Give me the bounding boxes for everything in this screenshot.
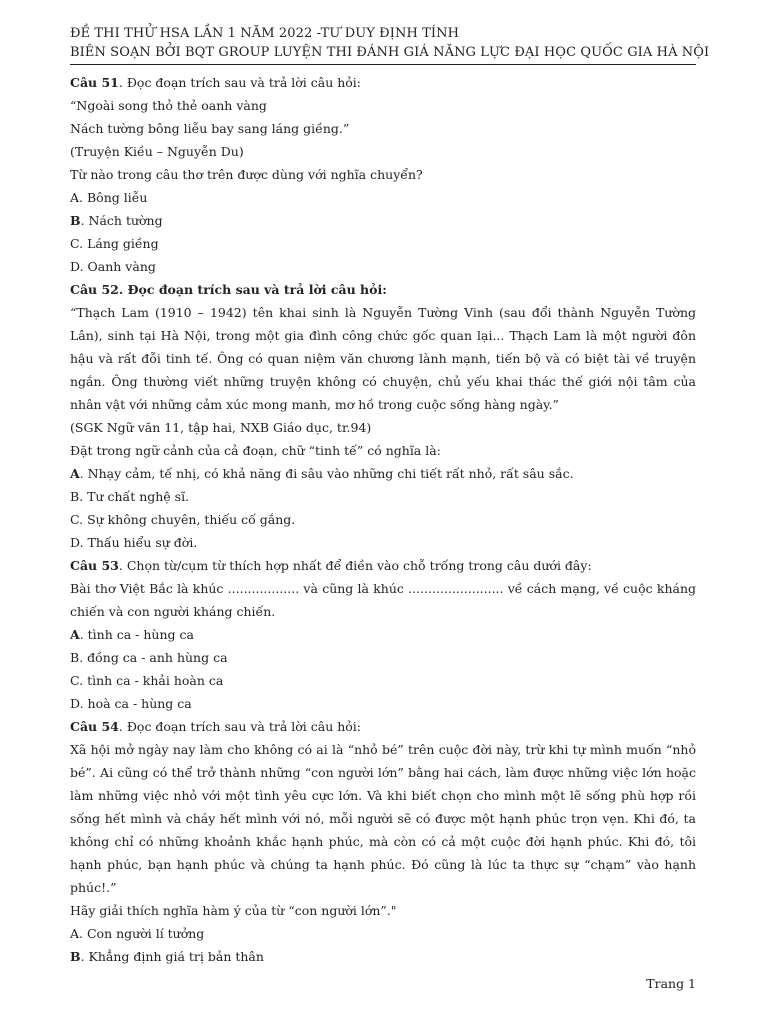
- question-label: Câu 52: [70, 282, 119, 297]
- option-c[interactable]: C. Láng giềng: [70, 236, 159, 251]
- question-prompt: Câu 52. Đọc đoạn trích sau và trả lời câu hỏi:: [70, 282, 387, 297]
- exam-header: [70, 24, 710, 65]
- option-d[interactable]: D. Oanh vàng: [70, 259, 156, 274]
- option-a[interactable]: A. Con người lí tưởng: [70, 926, 205, 941]
- question-52: [70, 278, 696, 554]
- option-b[interactable]: B. Khẳng định giá trị bản thân: [70, 949, 264, 964]
- source-citation: (SGK Ngữ văn 11, tập hai, NXB Giáo dục, tr.94): [70, 420, 372, 435]
- document-page: [70, 24, 710, 968]
- verse-line: Nách tường bông liễu bay sang láng giềng.”: [70, 121, 350, 136]
- passage: Xã hội mở ngày nay làm cho không có ai là “nhỏ bé” trên cuộc đời này, trừ khi tự mình muốn “nhỏ bé”. Ai cũng có thể trở thành những “con người lớn” bằng hai cách, làm được những việc lớn hoặc làm những việc nhỏ với một tình yêu cực lớn. Và khi biết chọn cho mình một lẽ sống phù hợp rồi sống hết mình và cháy hết mình với nó, mỗi người sẽ có được một hạnh phúc trọn vẹn. Khi đó, ta không chỉ có những khoảnh khắc hạnh phúc, mà còn có cả một cuộc đời hạnh phúc. Khi đó, tôi hạnh phúc, bạn hạnh phúc và chúng ta hạnh phúc. Đó cũng là lúc ta thực sự “chạm” vào hạnh phúc!.”: [70, 742, 696, 895]
- question-prompt: Câu 51. Đọc đoạn trích sau và trả lời câu hỏi:: [70, 75, 362, 90]
- option-a[interactable]: A. Nhạy cảm, tế nhị, có khả năng đi sâu vào những chi tiết rất nhỏ, rất sâu sắc.: [70, 466, 574, 481]
- page-number: Trang 1: [646, 976, 696, 991]
- option-c[interactable]: C. tình ca - khải hoàn ca: [70, 673, 224, 688]
- question-label: Câu 51: [70, 75, 119, 90]
- question-text: Từ nào trong câu thơ trên được dùng với nghĩa chuyển?: [70, 167, 423, 182]
- option-a[interactable]: A. Bông liễu: [70, 190, 148, 205]
- option-c[interactable]: C. Sự không chuyên, thiếu cố gắng.: [70, 512, 296, 527]
- option-a[interactable]: A. tình ca - hùng ca: [70, 627, 194, 642]
- question-51: [70, 71, 696, 278]
- question-prompt: Câu 54. Đọc đoạn trích sau và trả lời câu hỏi:: [70, 719, 362, 734]
- verse-line: “Ngoài song thỏ thẻ oanh vàng: [70, 98, 267, 113]
- question-text: Hãy giải thích nghĩa hàm ý của từ “con người lớn”.": [70, 903, 397, 918]
- question-prompt: Câu 53. Chọn từ/cụm từ thích hợp nhất để điền vào chỗ trống trong câu dưới đây:: [70, 558, 592, 573]
- option-b[interactable]: B. Tư chất nghệ sĩ.: [70, 489, 190, 504]
- header-subtitle: BIÊN SOẠN BỞI BQT GROUP LUYỆN THI ĐÁNH GIÁ NĂNG LỰC ĐẠI HỌC QUỐC GIA HÀ NỘI: [70, 45, 710, 60]
- header-title: ĐỀ THI THỬ HSA LẦN 1 NĂM 2022 -TƯ DUY ĐỊNH TÍNH: [70, 26, 460, 41]
- option-d[interactable]: D. Thấu hiểu sự đời.: [70, 535, 198, 550]
- question-text: Đặt trong ngữ cảnh của cả đoạn, chữ “tinh tế” có nghĩa là:: [70, 443, 441, 458]
- question-53: [70, 554, 696, 715]
- question-54: [70, 715, 696, 968]
- question-label: Câu 54: [70, 719, 119, 734]
- option-d[interactable]: D. hoà ca - hùng ca: [70, 696, 192, 711]
- option-b[interactable]: B. Nách tường: [70, 213, 163, 228]
- question-label: Câu 53: [70, 558, 119, 573]
- passage: “Thạch Lam (1910 – 1942) tên khai sinh là Nguyễn Tường Vinh (sau đổi thành Nguyễn Tường Lân), sinh tại Hà Nội, trong một gia đình công chức gốc quan lại... Thạch Lam là một người đôn hậu và rất đỗi tinh tế. Ông có quan niệm văn chương lành mạnh, tiến bộ và có biệt tài về truyện ngắn. Ông thường viết những truyện không có chuyện, chủ yếu khai thác thế giới nội tâm của nhân vật với những cảm xúc mong manh, mơ hồ trong cuộc sống hàng ngày.”: [70, 305, 696, 412]
- option-b[interactable]: B. đồng ca - anh hùng ca: [70, 650, 228, 665]
- source-citation: (Truyện Kiều – Nguyễn Du): [70, 144, 244, 159]
- passage: Bài thơ Việt Bắc là khúc .................. và cũng là khúc ........................ về cách mạng, về cuộc kháng chiến và con người kháng chiến.: [70, 581, 696, 619]
